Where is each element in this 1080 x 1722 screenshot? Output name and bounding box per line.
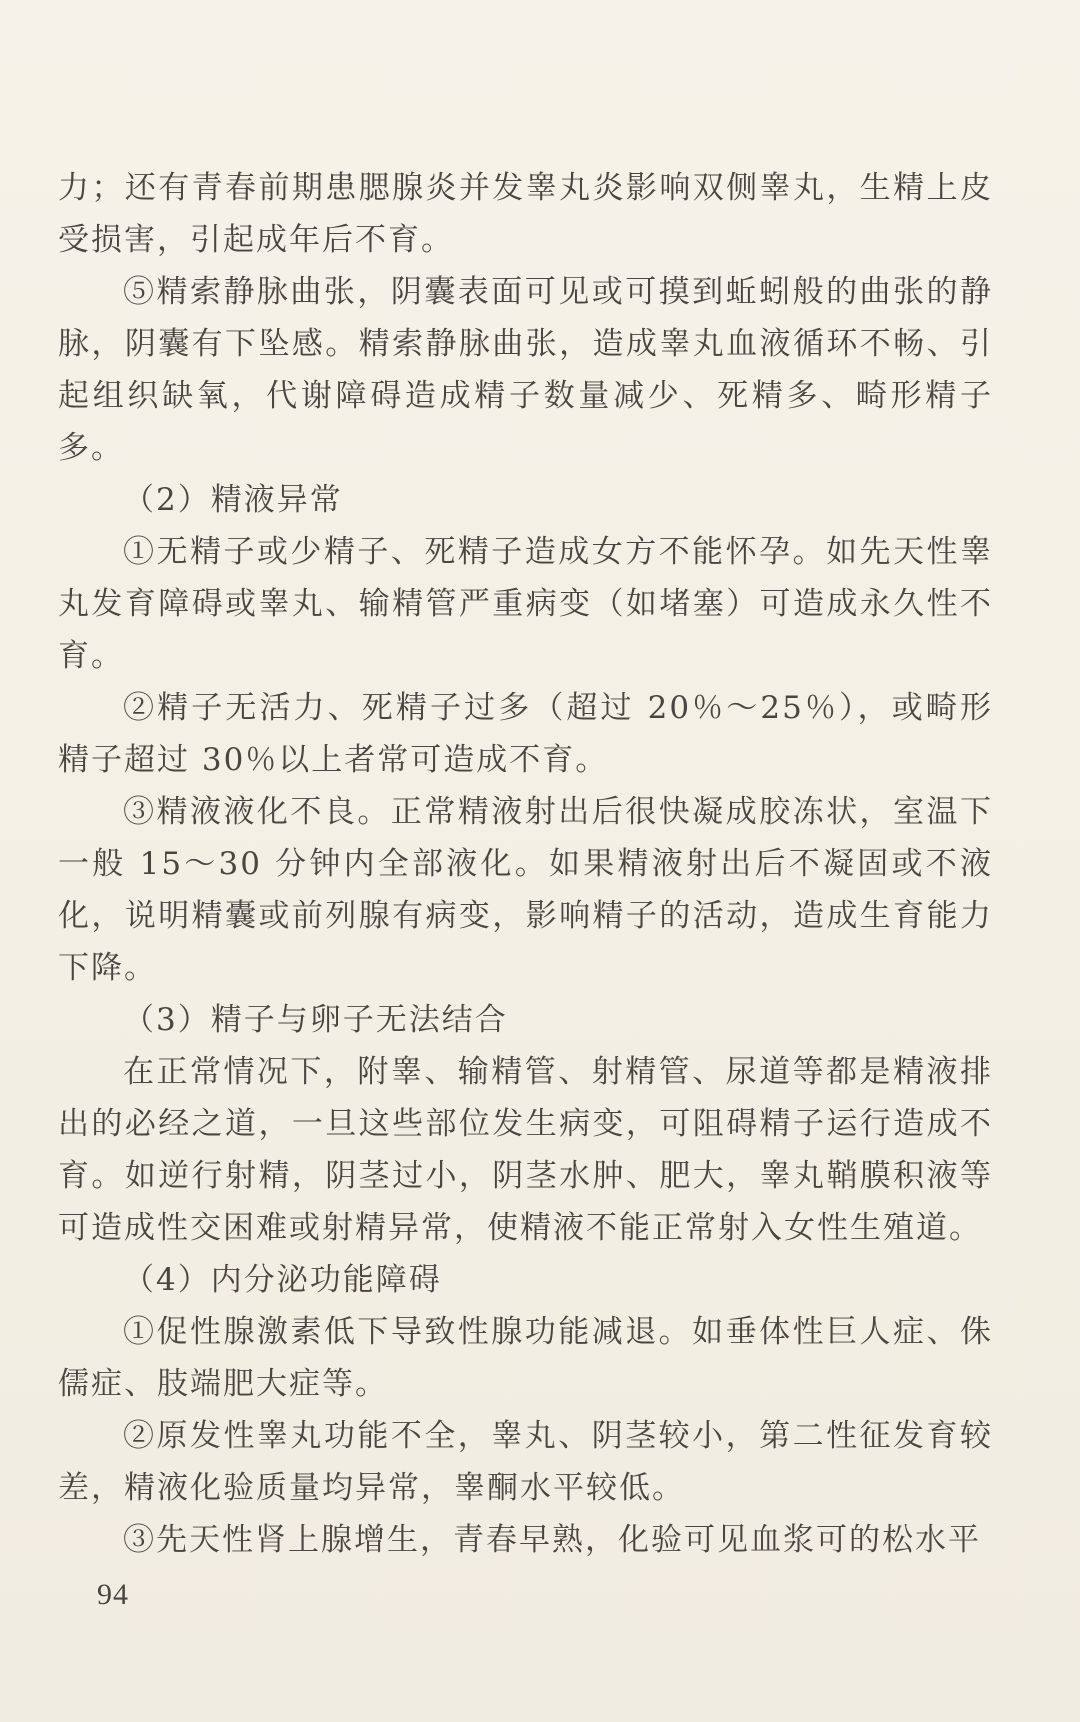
section-heading-endocrine: （4）内分泌功能障碍 [123, 1262, 442, 1298]
section-heading-sperm-egg: （3）精子与卵子无法结合 [123, 1002, 508, 1038]
paragraph-gonadotropin: ①促性腺激素低下导致性腺功能减退。如垂体性巨人症、侏儒症、肢端肥大症等。 [58, 1314, 993, 1402]
paragraph-adrenal-hyperplasia: ③先天性肾上腺增生，青春早熟，化验可见血浆可的松水平 [123, 1522, 981, 1558]
section-heading-semen-abnormal: （2）精液异常 [123, 482, 343, 518]
paragraph-testicular-insufficiency: ②原发性睾丸功能不全，睾丸、阴茎较小，第二性征发育较差，精液化验质量均异常，睾酮水平较低。 [58, 1418, 993, 1506]
paragraph-continued: 力；还有青春前期患腮腺炎并发睾丸炎影响双侧睾丸，生精上皮受损害，引起成年后不育。 [58, 170, 993, 258]
paragraph-obstruction: 在正常情况下，附睾、输精管、射精管、尿道等都是精液排出的必经之道，一旦这些部位发生病变，可阻碍精子运行造成不育。如逆行射精，阴茎过小，阴茎水肿、肥大，睾丸鞘膜积液等可造成性交困难或射精异常，使精液不能正常射入女性生殖道。 [58, 1054, 993, 1246]
paragraph-sperm-inactive: ②精子无活力、死精子过多（超过 20％～25％），或畸形精子超过 30％以上者常可造成不育。 [58, 690, 993, 778]
paragraph-no-sperm: ①无精子或少精子、死精子造成女方不能怀孕。如先天性睾丸发育障碍或睾丸、输精管严重病变（如堵塞）可造成永久性不育。 [58, 534, 993, 674]
body-text [58, 162, 993, 1566]
page-number: 94 [97, 1578, 129, 1611]
paragraph-liquefaction: ③精液液化不良。正常精液射出后很快凝成胶冻状，室温下一般 15～30 分钟内全部液化。如果精液射出后不凝固或不液化，说明精囊或前列腺有病变，影响精子的活动，造成生育能力下降。 [58, 794, 993, 986]
paragraph-varicocele: ⑤精索静脉曲张，阴囊表面可见或可摸到蚯蚓般的曲张的静脉，阴囊有下坠感。精索静脉曲张，造成睾丸血液循环不畅、引起组织缺氧，代谢障碍造成精子数量减少、死精多、畸形精子多。 [58, 274, 993, 466]
